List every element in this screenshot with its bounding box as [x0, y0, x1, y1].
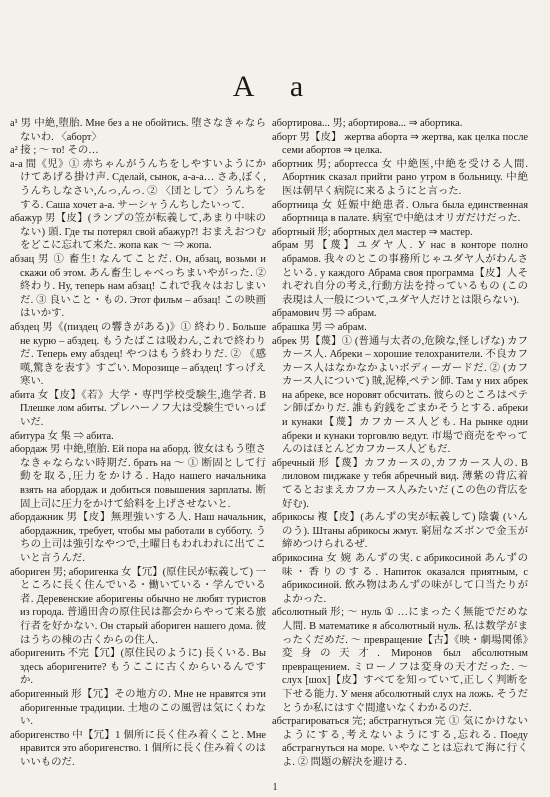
dictionary-entry: абрамович 男 ⇒ абрам.: [272, 308, 377, 320]
dictionary-entry: аборигенство 中【冗】1 個所に長く住み着くこと. Мне нравится это аборигенство. 1 個所に長く住み着くのはいいものだ.: [10, 729, 266, 768]
dictionary-entry: абориген 男; аборигенка 女【冗】(原住民が転義して) 一ところに長く住んでいる・働いている・学んでいる者. Деревенские аборигены обычно не любят туристов из города. 普通田舎の原住民は都会からやって来る旅行者を好かない. Он старый абориген нашего дома. 彼はうちの棟の古くからの住人.: [10, 566, 266, 646]
dictionary-entry: абздец 男《(пиздец の響きがある)》① 終わり. Больше не курю – абздец. もうたばこは吸わん,これで終わりだ. Теперь ему абздец! やつはもう終わりだ. ② 《感嘆,驚きを表す》すごい. Морозище – абздец! すっげえ寒い.: [10, 321, 266, 388]
dictionary-entry: абзац 男 ① 畜生! なんてことだ. Он, абзац, возьми и скажи об этом. あん畜生しゃべっちまいやがった. ② 終わり. Ну, теперь нам абзац! これで我々はおしまいだ. ③ 良いこと・もの. Этот фильм – абзац! この映画はいかす.: [10, 253, 266, 320]
dictionary-entry: а-а 間《児》① 赤ちゃんがうんちをしやすいようにかけてあげる掛け声. Сделай, сынок, а-а-а… さあ,ぼく,うんちしなさい,んっ,んっ. ② 〈団として〉うんちをする. Саша хочет а-а. サーシャうんちしたいって.: [10, 158, 266, 211]
dictionary-entry: абсолютный 形; ～ нуль ① …にまったく無能でだめな人間. В математике я абсолютный нуль. 私は数学がまったくだめだ. ～ превращение【古】《映・劇場関係》変身の天才. Миронов был абсолютным превращением. ミローノフは変身の天才だった. ～ слух [шох]【皮】すべてを知っていて,正しく判断を下せる能力. У меня абсолютный слух на ложь. そうだとうか私にはすぐ間違いなくわかるのだ.: [272, 607, 528, 714]
right-column: [272, 117, 528, 777]
dictionary-entry: абрам 男【蔑】ユダヤ人. У нас в конторе полно абрамов. 我々のとこの事務所じゃユダヤ人がわんさといる. у каждого Абрама своя программа【皮】人それぞれ自分の考え,行動方法を持っているもの (この表現は人一般について,ユダヤ人だけとは限らない).: [272, 240, 528, 306]
dictionary-entry: аборт 男【皮】 жертва аборта ⇒ жертва, как целка после семи абортов ⇒ целка.: [272, 131, 528, 157]
dictionary-entry: абортница 女 妊娠中絶患者. Ольга была единственная абортница в палате. 病室で中絶はオリガだけだった.: [272, 199, 528, 225]
dictionary-entry: абортный 形; абортных дел мастер ⇒ мастер.: [272, 226, 473, 238]
dictionary-entry: абрек 男【蔑】① (普通与太者の,危険な,怪しげな) カフカース人. Абреки – хорошие телохранители. 不良カフカース人はなかなかよいボディーガードだ. ② (カフカース人について) 賊,泥棒,ペテン師. Там у них абрек на абреке, все норовят обсчитать. 彼らのところはペテン師ばかりだ. 誰も釣銭をごまかそうとする. абреки и кунаки【蔑】カフカース人ども. На рынке одни абреки и кунаки торговлю ведут. 市場で商売をやってんのはほとんどカフカース人どもだ.: [272, 335, 528, 456]
page-number: 1: [272, 782, 278, 793]
left-column: [10, 117, 266, 777]
dictionary-entry: абрашка 男 ⇒ абрам.: [272, 321, 367, 333]
dictionary-entry: абречный 形【蔑】カフカースの,カフカース人の. В лиловом пиджаке у тебя абречный вид. 薄紫の背広着てるとおまえカフカース人みたいだ (この色の背広を好む).: [272, 457, 528, 510]
dictionary-entry: аборигенный 形【冗】その地方の. Мне не нравятся эти аборигенные традиции. 土地のこの風習は気にくわない.: [10, 688, 266, 728]
dictionary-entry: абордаж 男 中絶,堕胎. Ей пора на аборд. 彼女はもう堕さなきゃならない時期だ. брать на ～ ① 断固として行動を取る,圧力をかける. Надо нашего начальника взять на абордаж и добиться повышения зарплаты. 断固上司に圧力をかけて給料を上げさせないと.: [10, 444, 266, 510]
dictionary-entry: абрикосина 女 婉 あんずの実. с абрикосиной あんずの味・香りのする. Напиток оказался приятным, с абрикосиной. 飲み物はあんずの味がして口当たりがよかった.: [272, 553, 528, 605]
dictionary-entry: абита 女【皮】《若》大学・専門学校受験生,進学者. В Плешке лом абиты. プレハーノフ大は受験生でいっぱいだ.: [10, 389, 266, 429]
dictionary-entry: аборигенить 不完【冗】(原住民のように) 長くいる. Вы здесь аборигените? もうここに古くからいるんですか.: [10, 648, 266, 687]
dictionary-entry: абажур 男【皮】(ランプの笠が転義して,あまり中味のない) 頭. Где ты потерял свой абажур?! おまえおつむをどこに忘れて来た. жопа как ～ ⇒ жопа.: [10, 213, 266, 252]
dictionary-entry: а² 接 ; ～ то! その…: [10, 145, 99, 157]
dictionary-entry: а¹ 男 中絶,堕胎. Мне без а не обойтись. 堕さなきゃならないわ. 〈аборт〉: [10, 118, 266, 143]
dictionary-entry: абордажник 男【皮】無理強いする人. Наш начальник, абордажник, требует, чтобы мы работали в субботу. うちの上司は強引なやつで,土曜日もわれわれに出てこいと言うんだ.: [10, 512, 266, 564]
dictionary-entry: абитура 女 集 ⇒ абита.: [10, 430, 114, 442]
dictionary-entry: абортник 男; абортесса 女 中絶医,中絶を受ける人間. Абортник сказал прийти рано утром в больницу. 中絶医は朝早く病院に来るようにと言った.: [272, 158, 528, 197]
dictionary-entry: абстрагироваться 完; абстрагнуться 完 ① 気にかけないようにする,考えないようにする,忘れる. Поеду абстрагнуться на море. いやなことは忘れて海に行くよ. ② 問題の解決を避ける.: [272, 716, 528, 768]
dictionary-entry: абрикосы 複【皮】(あんずの実が転義して) 陰嚢 (いんのう). Штаны абрикосы жмут. 窮屈なズボンで金玉が締めつけられるぜ.: [272, 512, 528, 551]
dictionary-entry: абортирова... 男; абортирова... ⇒ абортика.: [272, 118, 463, 129]
section-header: А а: [232, 70, 318, 103]
